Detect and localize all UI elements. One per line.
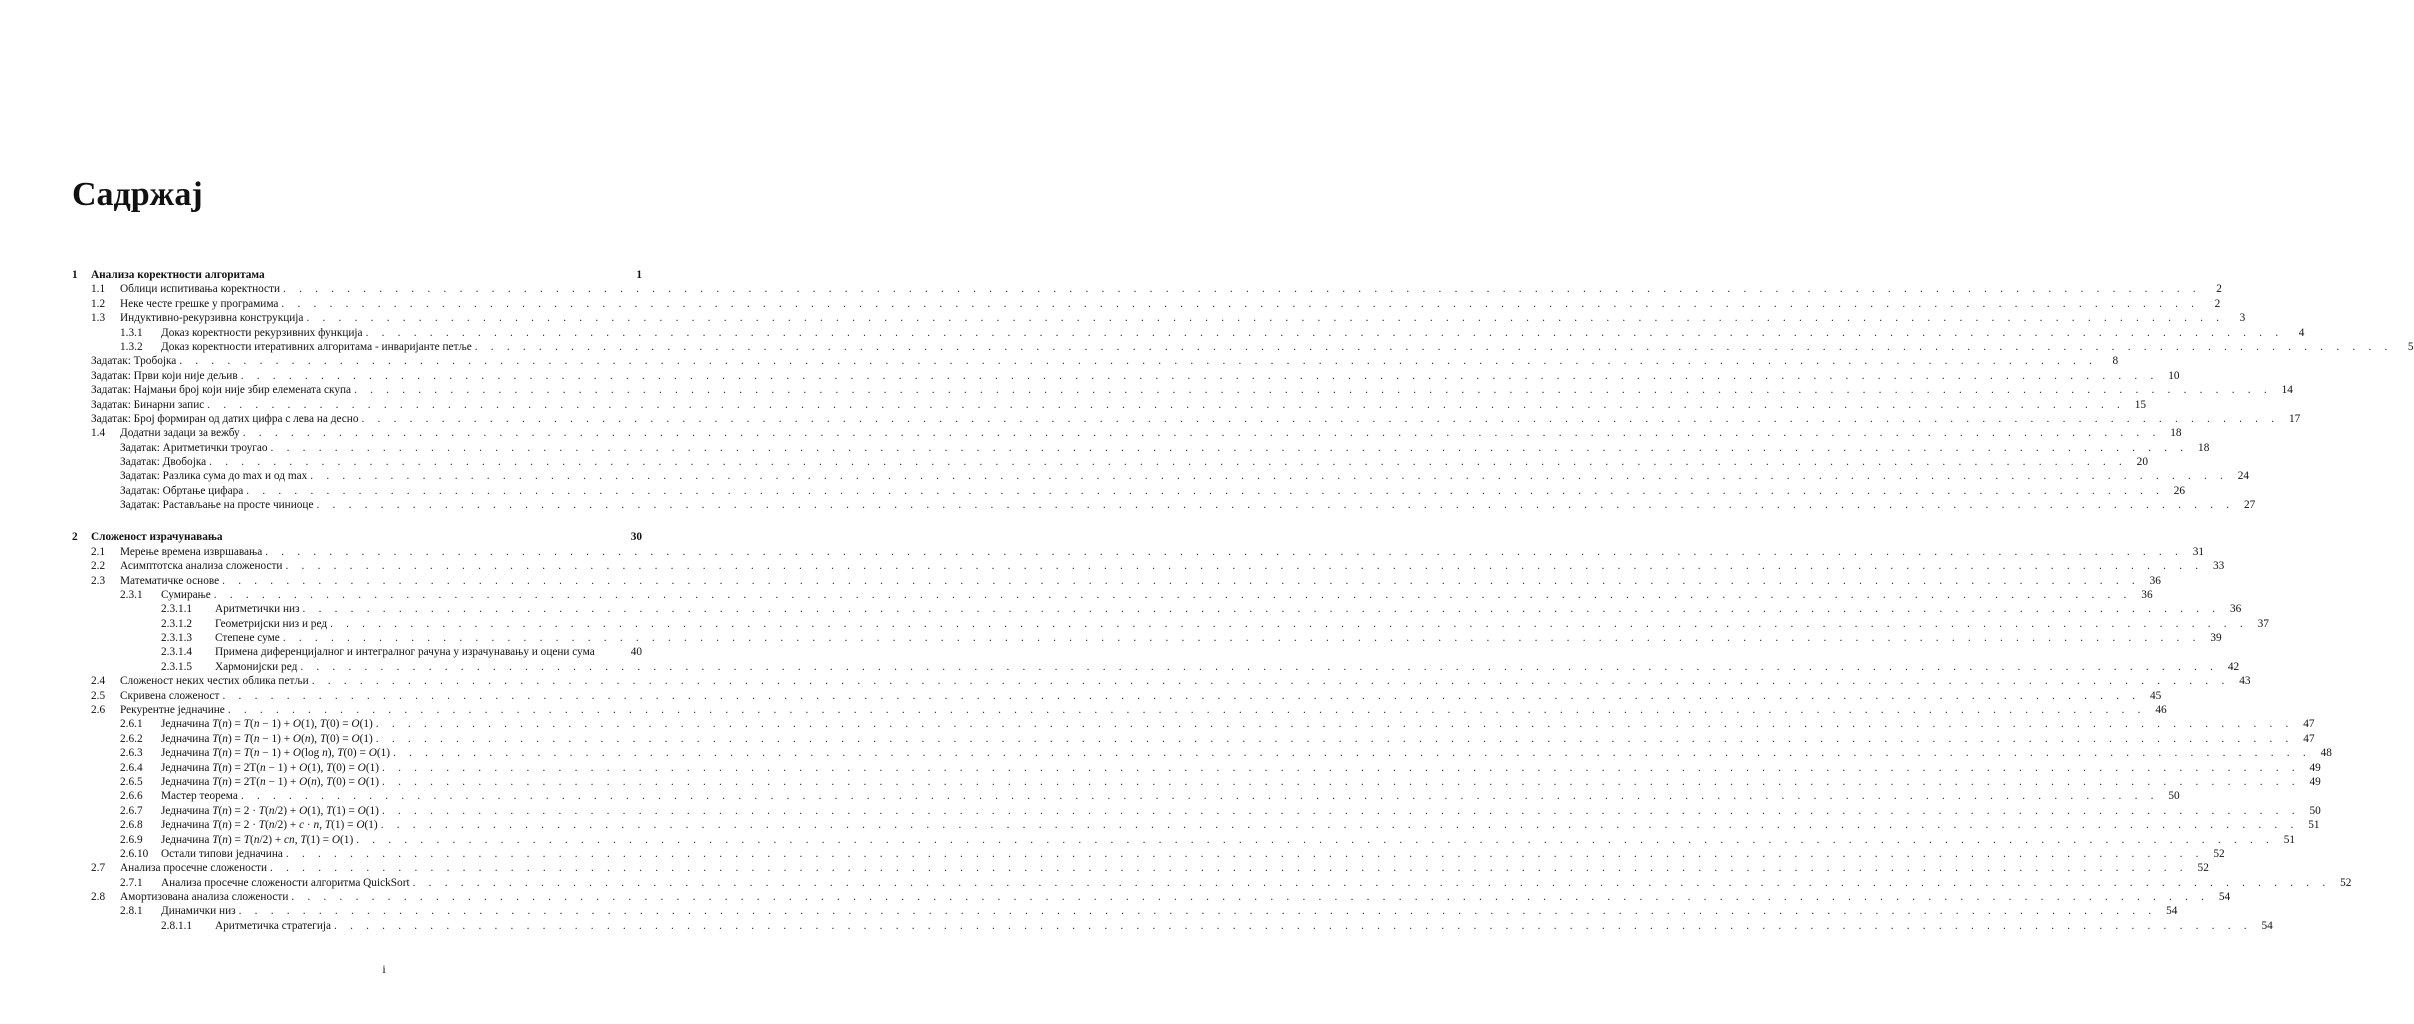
toc-entry[interactable] <box>72 297 2221 311</box>
toc-entry[interactable] <box>72 617 2269 631</box>
toc-entry-title: Математичке основе <box>120 574 222 588</box>
toc-entry-page: 49 <box>2309 761 2321 774</box>
dot-leader: . . . . . . . . . . . . . . . . . . . . . . . . . . . . . . . . . . . . . . . . . . . . . . . . . . . . . . . . . . . . . . . . . . . . . . . . . . . . . . . . . . . . . . . . . . . . . . . . . . . . . . . . . . . . . . . . . . . . . . . . <box>285 560 2204 573</box>
toc-entry-number: 1.3 <box>91 312 106 325</box>
dot-leader: . . . . . . . . . . . . . . . . . . . . . . . . . . . . . . . . . . . . . . . . . . . . . . . . . . . . . . . . . . . . . . . . . . . . . . . . . . . . . . . . . . . . . . . . . . . . . . . . . . . . . . . . . . . . . . . . . . . . . . . . <box>310 470 2229 483</box>
dot-leader: . . . . . . . . . . . . . . . . . . . . . . . . . . . . . . . . . . . . . . . . . . . . . . . . . . . . . . . . . . . . . . . . . . . . . . . . . . . . . . . . . . . . . . . . . . . . . . . . . . . . . . . . . . . . . . . . . . . . . . . . <box>270 862 2188 875</box>
toc-entry[interactable] <box>72 530 642 544</box>
toc-entry-title: Задатак: Растављање на просте чиниоце <box>120 498 316 512</box>
toc-entry[interactable] <box>72 660 2240 674</box>
toc-entry-title: Анализа просечне сложености алгоритма QuickSort <box>161 876 413 890</box>
toc-entry[interactable] <box>72 732 2315 746</box>
toc-entry[interactable] <box>72 804 2321 818</box>
toc-entry[interactable] <box>72 818 2320 832</box>
dot-leader: . . . . . . . . . . . . . . . . . . . . . . . . . . . . . . . . . . . . . . . . . . . . . . . . . . . . . . . . . . . . . . . . . . . . . . . . . . . . . . . . . . . . . . . . . . . . . . . . . . . . . . . . . . . . . . . . . . . . . . . . <box>285 847 2204 860</box>
toc-entry-page: 18 <box>2198 441 2210 454</box>
toc-entry-title: Једначина T(n) = T(n − 1) + O(log n), T(0) = O(1) <box>161 746 393 760</box>
dot-leader: . . . . . . . . . . . . . . . . . . . . . . . . . . . . . . . . . . . . . . . . . . . . . . . . . . . . . . . . . . . . . . . . . . . . . . . . . . . . . . . . . . . . . . . . . . . . . . . . . . . . . . . . . . . . . . . . . . . . . . . . <box>375 732 2294 745</box>
toc-entry[interactable] <box>72 484 2186 498</box>
toc-entry-title: Неке честе грешке у програмима <box>120 297 281 311</box>
toc-entry[interactable] <box>72 588 2153 602</box>
toc-entry-number: 2.2 <box>91 560 106 573</box>
dot-leader: . . . . . . . . . . . . . . . . . . . . . . . . . . . . . . . . . . . . . . . . . . . . . . . . . . . . . . . . . . . . . . . . . . . . . . . . . . . . . . . . . . . . . . . . . . . . . . . . . . . . . . . . . . . . . . . . . . . . . . . . <box>393 747 2311 760</box>
toc-entry-page: 52 <box>2213 847 2225 860</box>
toc-entry-number: 2.3.1.1 <box>161 603 193 616</box>
toc-entry-number: 2 <box>72 531 78 544</box>
toc-entry-title: Мастер теорема <box>161 789 241 803</box>
toc-entry-title: Аритметичка стратегија <box>215 919 334 933</box>
toc-entry-number: 2.6.9 <box>120 833 143 846</box>
toc-entry[interactable] <box>72 602 2242 616</box>
toc-entry[interactable] <box>72 369 2180 383</box>
dot-leader: . . . . . . . . . . . . . . . . . . . . . . . . . . . . . . . . . . . . . . . . . . . . . . . . . . . . . . . . . . . . . . . . . . . . . . . . . . . . . . . . . . . . . . . . . . . . . . . . . . . . . . . . . . . . . . . . . . . . . . . . <box>356 833 2275 846</box>
toc-entry-number: 2.6.5 <box>120 775 143 788</box>
toc-entry[interactable] <box>72 340 2414 354</box>
toc-entry-number: 2.6.3 <box>120 747 143 760</box>
toc-entry-page: 36 <box>2230 603 2242 616</box>
toc-entry-page: 52 <box>2340 876 2352 889</box>
toc-entry-page: 33 <box>2212 560 2225 573</box>
toc-entry-page: 8 <box>2112 355 2119 368</box>
toc-entry[interactable] <box>72 861 2209 875</box>
toc-entry-page: 47 <box>2303 718 2315 731</box>
toc-entry-title: Једначина T(n) = T(n − 1) + O(1), T(0) = O(1) <box>161 717 376 731</box>
dot-leader: . . . . . . . . . . . . . . . . . . . . . . . . . . . . . . . . . . . . . . . . . . . . . . . . . . . . . . . . . . . . . . . . . . . . . . . . . . . . . . . . . . . . . . . . . . . . . . . . . . . . . . . . . . . . . . . . . . . . . . . . <box>365 326 2284 339</box>
toc-entry-page: 49 <box>2309 775 2321 788</box>
dot-leader: . . . . . . . . . . . . . . . . . . . . . . . . . . . . . . . . . . . . . . . . . . . . . . . . . . . . . . . . . . . . . . . . . . . . . . . . . . . . . . . . . . . . . . . . . . . . . . . . . . . . . . . . . . . . . . . . . . . . . . . . <box>283 283 2201 296</box>
dot-leader: . . . . . . . . . . . . . . . . . . . . . . . . . . . . . . . . . . . . . . . . . . . . . . . . . . . . . . . . . . . . . . . . . . . . . . . . . . . . . . . . . . . . . . . . . . . . . . . . . . . . . . . . . . . . . . . . . . . . . . . . <box>240 369 2159 382</box>
dot-leader: . . . . . . . . . . . . . . . . . . . . . . . . . . . . . . . . . . . . . . . . . . . . . . . . . . . . . . . . . . . . . . . . . . . . . . . . . . . . . . . . . . . . . . . . . . . . . . . . . . . . . . . . . . . . . . . . . . . . . . . . <box>330 617 2248 630</box>
toc-entry[interactable] <box>72 746 2332 760</box>
toc-entry-page: 17 <box>2288 412 2301 425</box>
toc-entry-title: Остали типови једначина <box>161 847 286 861</box>
toc-entry-number: 2.7 <box>91 862 106 875</box>
toc-entry-page: 26 <box>2173 484 2186 497</box>
toc-entry-page: 10 <box>2168 369 2180 382</box>
dot-leader: . . . . . . . . . . . . . . . . . . . . . . . . . . . . . . . . . . . . . . . . . . . . . . . . . . . . . . . . . . . . . . . . . . . . . . . . . . . . . . . . . . . . . . . . . . . . . . . . . . . . . . . . . . . . . . . . . . . . . . . . <box>302 603 2221 616</box>
toc-entry-title: Сумирање <box>161 588 214 602</box>
toc-entry-title: Једначина T(n) = T(n/2) + cn, T(1) = O(1) <box>161 833 356 847</box>
toc-entry-title: Рекурентне једначине <box>120 703 228 717</box>
table-of-contents <box>72 268 2414 933</box>
toc-entry-number: 2.1 <box>91 545 106 558</box>
toc-entry-title: Задатак: Најмањи број који није збир елемената скупа <box>91 383 354 397</box>
toc-entry-number: 2.6.7 <box>120 804 143 817</box>
toc-entry[interactable] <box>72 847 2225 861</box>
toc-entry-title: Индуктивно-рекурзивна конструкција <box>120 311 306 325</box>
dot-leader: . . . . . . . . . . . . . . . . . . . . . . . . . . . . . . . . . . . . . . . . . . . . . . . . . . . . . . . . . . . . . . . . . . . . . . . . . . . . . . . . . . . . . . . . . . . . . . . . . . . . . . . . . . . . . . . . . . . . . . . . <box>281 297 2200 310</box>
dot-leader: . . . . . . . . . . . . . . . . . . . . . . . . . . . . . . . . . . . . . . . . . . . . . . . . . . . . . . . . . . . . . . . . . . . . . . . . . . . . . . . . . . . . . . . . . . . . . . . . . . . . . . . . . . . . . . . . . . . . . . . . <box>291 891 2210 904</box>
toc-entry[interactable] <box>72 469 2250 483</box>
toc-entry-title: Задатак: Број формиран од датих цифра с лева на десно <box>91 412 361 426</box>
toc-entry-page: 45 <box>2150 689 2162 702</box>
toc-entry-title: Степене суме <box>215 631 283 645</box>
toc-entry-title: Задатак: Аритметички троугао <box>120 441 271 455</box>
toc-entry-title: Једначина T(n) = T(n − 1) + O(n), T(0) = O(1) <box>161 732 376 746</box>
toc-entry-page: 54 <box>2166 905 2178 918</box>
dot-leader: . . . . . . . . . . . . . . . . . . . . . . . . . . . . . . . . . . . . . . . . . . . . . . . . . . . . . . . . . . . . . . . . . . . . . . . . . . . . . . . . . . . . . . . . . . . . . . . . . . . . . . . . . . . . . . . . . . . . . . . . <box>306 312 2225 325</box>
toc-entry-number: 2.6.2 <box>120 732 143 745</box>
toc-entry[interactable] <box>72 574 2161 588</box>
toc-entry-number: 1.3.2 <box>120 340 143 353</box>
toc-entry[interactable] <box>72 919 2273 933</box>
toc-entry-title: Сложеност неких честих облика петљи <box>120 674 312 688</box>
toc-entry-title: Примена диференцијалног и интегралног рачуна у израчунавању и оцени сума <box>215 645 598 659</box>
toc-entry-title: Скривена сложеност <box>120 689 223 703</box>
dot-leader: . . . . . . . . . . . . . . . . . . . . . . . . . . . . . . . . . . . . . . . . . . . . . . . . . . . . . . . . . . . . . . . . . . . . . . . . . . . . . . . . . . . . . . . . . . . . . . . . . . . . . . . . . . . . . . . . . . . . . . . . <box>242 427 2161 440</box>
toc-entry-page: 36 <box>2141 588 2153 601</box>
toc-entry-page: 50 <box>2168 790 2180 803</box>
toc-entry[interactable] <box>72 383 2293 397</box>
toc-entry-title: Анализа просечне сложености <box>120 861 270 875</box>
toc-entry-title: Задатак: Двобојка <box>120 455 209 469</box>
toc-entry-page: 3 <box>2239 312 2246 325</box>
toc-entry-number: 2.3.1.2 <box>161 617 193 630</box>
toc-entry-page: 40 <box>630 646 642 659</box>
toc-entry[interactable] <box>72 441 2210 455</box>
toc-entry-number: 2.3.1.4 <box>161 646 193 659</box>
toc-entry-number: 2.8.1.1 <box>161 919 193 932</box>
toc-entry-title: Доказ коректности итеративних алгоритама - инваријанте петље <box>161 340 475 354</box>
toc-entry-title: Једначина T(n) = 2T(n − 1) + O(1), T(0) = O(1) <box>161 761 382 775</box>
toc-entry-number: 1 <box>72 269 78 281</box>
toc-entry[interactable] <box>72 833 2296 847</box>
toc-entry-page: 2 <box>2216 283 2222 296</box>
toc-entry-number: 2.6 <box>91 704 106 717</box>
toc-entry-title: Додатни задаци за вежбу <box>120 426 243 440</box>
toc-entry[interactable] <box>72 717 2315 731</box>
toc-entry-page: 36 <box>2149 574 2161 587</box>
toc-entry-number: 2.3.1.3 <box>161 632 193 645</box>
toc-entry-title: Анализа коректности алгоритама <box>91 268 268 282</box>
toc-entry-title: Једначина T(n) = 2 · T(n/2) + c · n, T(1) = O(1) <box>161 818 381 832</box>
toc-entry-number: 1.4 <box>91 427 106 440</box>
toc-entry-number: 2.6.6 <box>120 790 143 803</box>
toc-entry[interactable] <box>72 703 2167 717</box>
toc-entry-page: 51 <box>2308 819 2320 832</box>
toc-entry-page: 37 <box>2257 617 2269 630</box>
toc-entry[interactable] <box>72 631 2222 645</box>
toc-entry[interactable] <box>72 498 2256 512</box>
toc-entry-title: Динамички низ <box>161 904 239 918</box>
dot-leader: . . . . . . . . . . . . . . . . . . . . . . . . . . . . . . . . . . . . . . . . . . . . . . . . . . . . . . . . . . . . . . . . . . . . . . . . . . . . . . . . . . . . . . . . . . . . . . . . . . . . . . . . . . . . . . . . . . . . . . . . <box>375 718 2294 731</box>
toc-entry[interactable] <box>72 775 2321 789</box>
toc-entry-page: 52 <box>2197 862 2209 875</box>
toc-entry[interactable] <box>72 645 642 659</box>
toc-entry-page: 4 <box>2298 326 2305 339</box>
dot-leader: . . . . . . . . . . . . . . . . . . . . . . . . . . . . . . . . . . . . . . . . . . . . . . . . . . . . . . . . . . . . . . . . . . . . . . . . . . . . . . . . . . . . . . . . . . . . . . . . . . . . . . . . . . . . . . . . . . . . . . . . <box>412 876 2331 889</box>
toc-entry[interactable] <box>72 674 2251 688</box>
page-title: Садржај <box>72 176 203 213</box>
toc-entry[interactable] <box>72 398 2147 412</box>
toc-entry[interactable] <box>72 761 2321 775</box>
dot-leader: . . . . . . . . . . . . . . . . . . . . . . . . . . . . . . . . . . . . . . . . . . . . . . . . . . . . . . . . . . . . . . . . . . . . . . . . . . . . . . . . . . . . . . . . . . . . . . . . . . . . . . . . . . . . . . . . . . . . . . . . <box>238 905 2157 918</box>
toc-entry-title: Амортизована анализа сложености <box>120 890 291 904</box>
dot-leader: . . . . . . . . . . . . . . . . . . . . . . . . . . . . . . . . . . . . . . . . . . . . . . . . . . . . . . . . . . . . . . . . . . . . . . . . . . . . . . . . . . . . . . . . . . . . . . . . . . . . . . . . . . . . . . . . . . . . . . . . <box>316 499 2235 512</box>
toc-entry-page: 20 <box>2136 456 2148 469</box>
dot-leader: . . . . . . . . . . . . . . . . . . . . . . . . . . . . . . . . . . . . . . . . . . . . . . . . . . . . . . . . . . . . . . . . . . . . . . . . . . . . . . . . . . . . . . . . . . . . . . . . . . . . . . . . . . . . . . . . . . . . . . . . <box>311 675 2230 688</box>
toc-entry-title: Једначина T(n) = 2 · T(n/2) + O(1), T(1) = O(1) <box>161 804 382 818</box>
dot-leader: . . . . . . . . . . . . . . . . . . . . . . . . . . . . . . . . . . . . . . . . . . . . . . . . . . . . . . . . . . . . . . . . . . . . . . . . . . . . . . . . . . . . . . . . . . . . . . . . . . . . . . . . . . . . . . . . . . . . . . . . <box>382 761 2300 774</box>
dot-leader: . . . . . . . . . . . . . . . . . . . . . . . . . . . . . . . . . . . . . . . . . . . . . . . . . . . . . . . . . . . . . . . . . . . . . . . . . . . . . . . . . . . . . . . . . . . . . . . . . . . . . . . . . . . . . . . . . . . . . . . . <box>240 790 2159 803</box>
dot-leader: . . . . . . . . . . . . . . . . . . . . . . . . . . . . . . . . . . . . . . . . . . . . . . . . . . . . . . . . . . . . . . . . . . . . . . . . . . . . . . . . . . . . . . . . . . . . . . . . . . . . . . . . . . . . . . . . . . . . . . . . <box>382 775 2300 788</box>
toc-entry-page: 31 <box>2192 545 2205 558</box>
dot-leader: . . . . . . . . . . . . . . . . . . . . . . . . . . . . . . . . . . . . . . . . . . . . . . . . . . . . . . . . . . . . . . . . . . . . . . . . . . . . . . . . . . . . . . . . . . . . . . . . . . . . . . . . . . . . . . . . . . . . . . . . <box>361 412 2280 425</box>
toc-entry[interactable] <box>72 412 2301 426</box>
toc-entry-number: 2.6.1 <box>120 718 143 731</box>
dot-leader: . . . . . . . . . . . . . . . . . . . . . . . . . . . . . . . . . . . . . . . . . . . . . . . . . . . . . . . . . . . . . . . . . . . . . . . . . . . . . . . . . . . . . . . . . . . . . . . . . . . . . . . . . . . . . . . . . . . . . . . . <box>207 398 2126 411</box>
toc-entry-title: Задатак: Први који није дељив <box>91 369 241 383</box>
toc-entry-number: 2.6.10 <box>120 847 149 860</box>
toc-entry[interactable] <box>72 426 2182 440</box>
toc-entry-title: Хармонијски ред <box>215 660 300 674</box>
toc-entry-number: 1.3.1 <box>120 326 143 339</box>
toc-entry[interactable] <box>72 354 2119 368</box>
toc-entry-page: 1 <box>636 269 642 281</box>
toc-entry-page: 50 <box>2309 804 2321 817</box>
dot-leader: . . . . . . . . . . . . . . . . . . . . . . . . . . . . . . . . . . . . . . . . . . . . . . . . . . . . . . . . . . . . . . . . . . . . . . . . . . . . . . . . . . . . . . . . . . . . . . . . . . . . . . . . . . . . . . . . . . . . . . . . <box>354 384 2272 397</box>
toc-entry-page: 48 <box>2320 747 2332 760</box>
toc-entry-title: Једначина T(n) = 2T(n − 1) + O(n), T(0) = O(1) <box>161 775 382 789</box>
toc-entry-number: 2.8 <box>91 891 106 904</box>
toc-entry-page: 27 <box>2243 499 2256 512</box>
toc-entry-number: 2.7.1 <box>120 876 143 889</box>
toc-entry-number: 2.8.1 <box>120 905 143 918</box>
toc-entry[interactable] <box>72 311 2246 325</box>
toc-entry-page: 18 <box>2170 427 2182 440</box>
dot-leader: . . . . . . . . . . . . . . . . . . . . . . . . . . . . . . . . . . . . . . . . . . . . . . . . . . . . . . . . . . . . . . . . . . . . . . . . . . . . . . . . . . . . . . . . . . . . . . . . . . . . . . . . . . . . . . . . . . . . . . . . <box>381 804 2300 817</box>
toc-entry-number: 2.6.8 <box>120 819 143 832</box>
dot-leader: . . . . . . . . . . . . . . . . . . . . . . . . . . . . . . . . . . . . . . . . . . . . . . . . . . . . . . . . . . . . . . . . . . . . . . . . . . . . . . . . . . . . . . . . . . . . . . . . . . . . . . . . . . . . . . . . . . . . . . . . <box>222 574 2140 587</box>
dot-leader: . . . . . . . . . . . . . . . . . . . . . . . . . . . . . . . . . . . . . . . . . . . . . . . . . . . . . . . . . . . . . . . . . . . . . . . . . . . . . . . . . . . . . . . . . . . . . . . . . . . . . . . . . . . . . . . . . . . . . . . . <box>209 456 2127 469</box>
toc-entry-page: 30 <box>630 531 642 544</box>
toc-entry[interactable] <box>72 326 2305 340</box>
dot-leader: . . . . . . . . . . . . . . . . . . . . . . . . . . . . . . . . . . . . . . . . . . . . . . . . . . . . . . . . . . . . . . . . . . . . . . . . . . . . . . . . . . . . . . . . . . . . . . . . . . . . . . . . . . . . . . . . . . . . . . . . <box>474 340 2393 353</box>
toc-entry[interactable] <box>72 545 2205 559</box>
toc-entry-page: 15 <box>2134 398 2147 411</box>
toc-entry-page: 47 <box>2303 732 2315 745</box>
toc-entry[interactable] <box>72 789 2180 803</box>
toc-entry[interactable] <box>72 559 2225 573</box>
toc-entry-page: 39 <box>2210 632 2222 645</box>
toc-entry-title: Облици испитивања коректности <box>120 282 283 296</box>
page-number: i <box>382 962 386 976</box>
toc-entry-page: 5 <box>2407 340 2414 353</box>
toc-entry-number: 2.3.1 <box>120 588 143 601</box>
toc-entry-title: Задатак: Разлика сума до max и од max <box>120 469 310 483</box>
toc-entry-title: Задатак: Тробојка <box>91 354 179 368</box>
toc-entry-title: Геометријски низ и ред <box>215 617 330 631</box>
toc-entry-title: Задатак: Бинарни запис <box>91 398 207 412</box>
dot-leader: . . . . . . . . . . . . . . . . . . . . . . . . . . . . . . . . . . . . . . . . . . . . . . . . . . . . . . . . . . . . . . . . . . . . . . . . . . . . . . . . . . . . . . . . . . . . . . . . . . . . . . . . . . . . . . . . . . . . . . . . <box>300 660 2219 673</box>
toc-entry-page: 54 <box>2218 891 2231 904</box>
dot-leader: . . . . . . . . . . . . . . . . . . . . . . . . . . . . . . . . . . . . . . . . . . . . . . . . . . . . . . . . . . . . . . . . . . . . . . . . . . . . . . . . . . . . . . . . . . . . . . . . . . . . . . . . . . . . . . . . . . . . . . . . <box>227 704 2146 717</box>
toc-entry-number: 1.1 <box>91 283 106 296</box>
dot-leader: . . . . . . . . . . . . . . . . . . . . . . . . . . . . . . . . . . . . . . . . . . . . . . . . . . . . . . . . . . . . . . . . . . . . . . . . . . . . . . . . . . . . . . . . . . . . . . . . . . . . . . . . . . . . . . . . . . . . . . . . <box>246 484 2165 497</box>
toc-entry-title: Задатак: Обртање цифара <box>120 484 246 498</box>
dot-leader: . . . . . . . . . . . . . . . . . . . . . . . . . . . . . . . . . . . . . . . . . . . . . . . . . . . . . . . . . . . . . . . . . . . . . . . . . . . . . . . . . . . . . . . . . . . . . . . . . . . . . . . . . . . . . . . . . . . . . . . . <box>334 919 2252 932</box>
toc-entry-page: 14 <box>2281 384 2293 397</box>
toc-entry[interactable] <box>72 455 2148 469</box>
dot-leader: . . . . . . . . . . . . . . . . . . . . . . . . . . . . . . . . . . . . . . . . . . . . . . . . . . . . . . . . . . . . . . . . . . . . . . . . . . . . . . . . . . . . . . . . . . . . . . . . . . . . . . . . . . . . . . . . . . . . . . . . <box>282 632 2201 645</box>
toc-entry[interactable] <box>72 282 2222 296</box>
toc-entry-number: 2.5 <box>91 689 106 702</box>
dot-leader: . . . . . . . . . . . . . . . . . . . . . . . . . . . . . . . . . . . . . . . . . . . . . . . . . . . . . . . . . . . . . . . . . . . . . . . . . . . . . . . . . . . . . . . . . . . . . . . . . . . . . . . . . . . . . . . . . . . . . . . . <box>380 819 2299 832</box>
toc-entry-page: 46 <box>2155 704 2167 717</box>
dot-leader: . . . . . . . . . . . . . . . . . . . . . . . . . . . . . . . . . . . . . . . . . . . . . . . . . . . . . . . . . . . . . . . . . . . . . . . . . . . . . . . . . . . . . . . . . . . . . . . . . . . . . . . . . . . . . . . . . . . . . . . . <box>270 441 2189 454</box>
toc-entry-page: 2 <box>2214 297 2221 310</box>
toc-entry-page: 24 <box>2237 470 2250 483</box>
toc-entry-number: 2.4 <box>91 675 106 688</box>
dot-leader: . . . . . . . . . . . . . . . . . . . . . . . . . . . . . . . . . . . . . . . . . . . . . . . . . . . . . . . . . . . . . . . . . . . . . . . . . . . . . . . . . . . . . . . . . . . . . . . . . . . . . . . . . . . . . . . . . . . . . . . . <box>265 545 2184 558</box>
toc-entry-title: Аритметички низ <box>215 602 303 616</box>
toc-entry-title: Сложеност израчунавања <box>91 530 226 544</box>
toc-entry-page: 54 <box>2261 919 2273 932</box>
toc-entry-title: Асимптотска анализа сложености <box>120 559 285 573</box>
toc-entry[interactable] <box>72 890 2231 904</box>
toc-entry[interactable] <box>72 689 2162 703</box>
toc-entry-number: 2.6.4 <box>120 761 143 774</box>
toc-entry-title: Мерење времена извршавања <box>120 545 265 559</box>
toc-entry-number: 2.3 <box>91 574 106 587</box>
toc-entry-number: 2.3.1.5 <box>161 660 193 673</box>
toc-entry-page: 43 <box>2239 675 2251 688</box>
toc-entry[interactable] <box>72 876 2352 890</box>
dot-leader: . . . . . . . . . . . . . . . . . . . . . . . . . . . . . . . . . . . . . . . . . . . . . . . . . . . . . . . . . . . . . . . . . . . . . . . . . . . . . . . . . . . . . . . . . . . . . . . . . . . . . . . . . . . . . . . . . . . . . . . . <box>179 355 2098 368</box>
toc-entry-number: 1.2 <box>91 297 106 310</box>
toc-entry-page: 51 <box>2283 833 2296 846</box>
toc-entry-page: 42 <box>2227 660 2240 673</box>
toc-entry[interactable] <box>72 904 2178 918</box>
dot-leader: . . . . . . . . . . . . . . . . . . . . . . . . . . . . . . . . . . . . . . . . . . . . . . . . . . . . . . . . . . . . . . . . . . . . . . . . . . . . . . . . . . . . . . . . . . . . . . . . . . . . . . . . . . . . . . . . . . . . . . . . <box>222 689 2141 702</box>
toc-entry[interactable] <box>72 268 642 282</box>
dot-leader: . . . . . . . . . . . . . . . . . . . . . . . . . . . . . . . . . . . . . . . . . . . . . . . . . . . . . . . . . . . . . . . . . . . . . . . . . . . . . . . . . . . . . . . . . . . . . . . . . . . . . . . . . . . . . . . . . . . . . . . . <box>213 588 2132 601</box>
toc-entry-title: Доказ коректности рекурзивних функција <box>161 326 366 340</box>
